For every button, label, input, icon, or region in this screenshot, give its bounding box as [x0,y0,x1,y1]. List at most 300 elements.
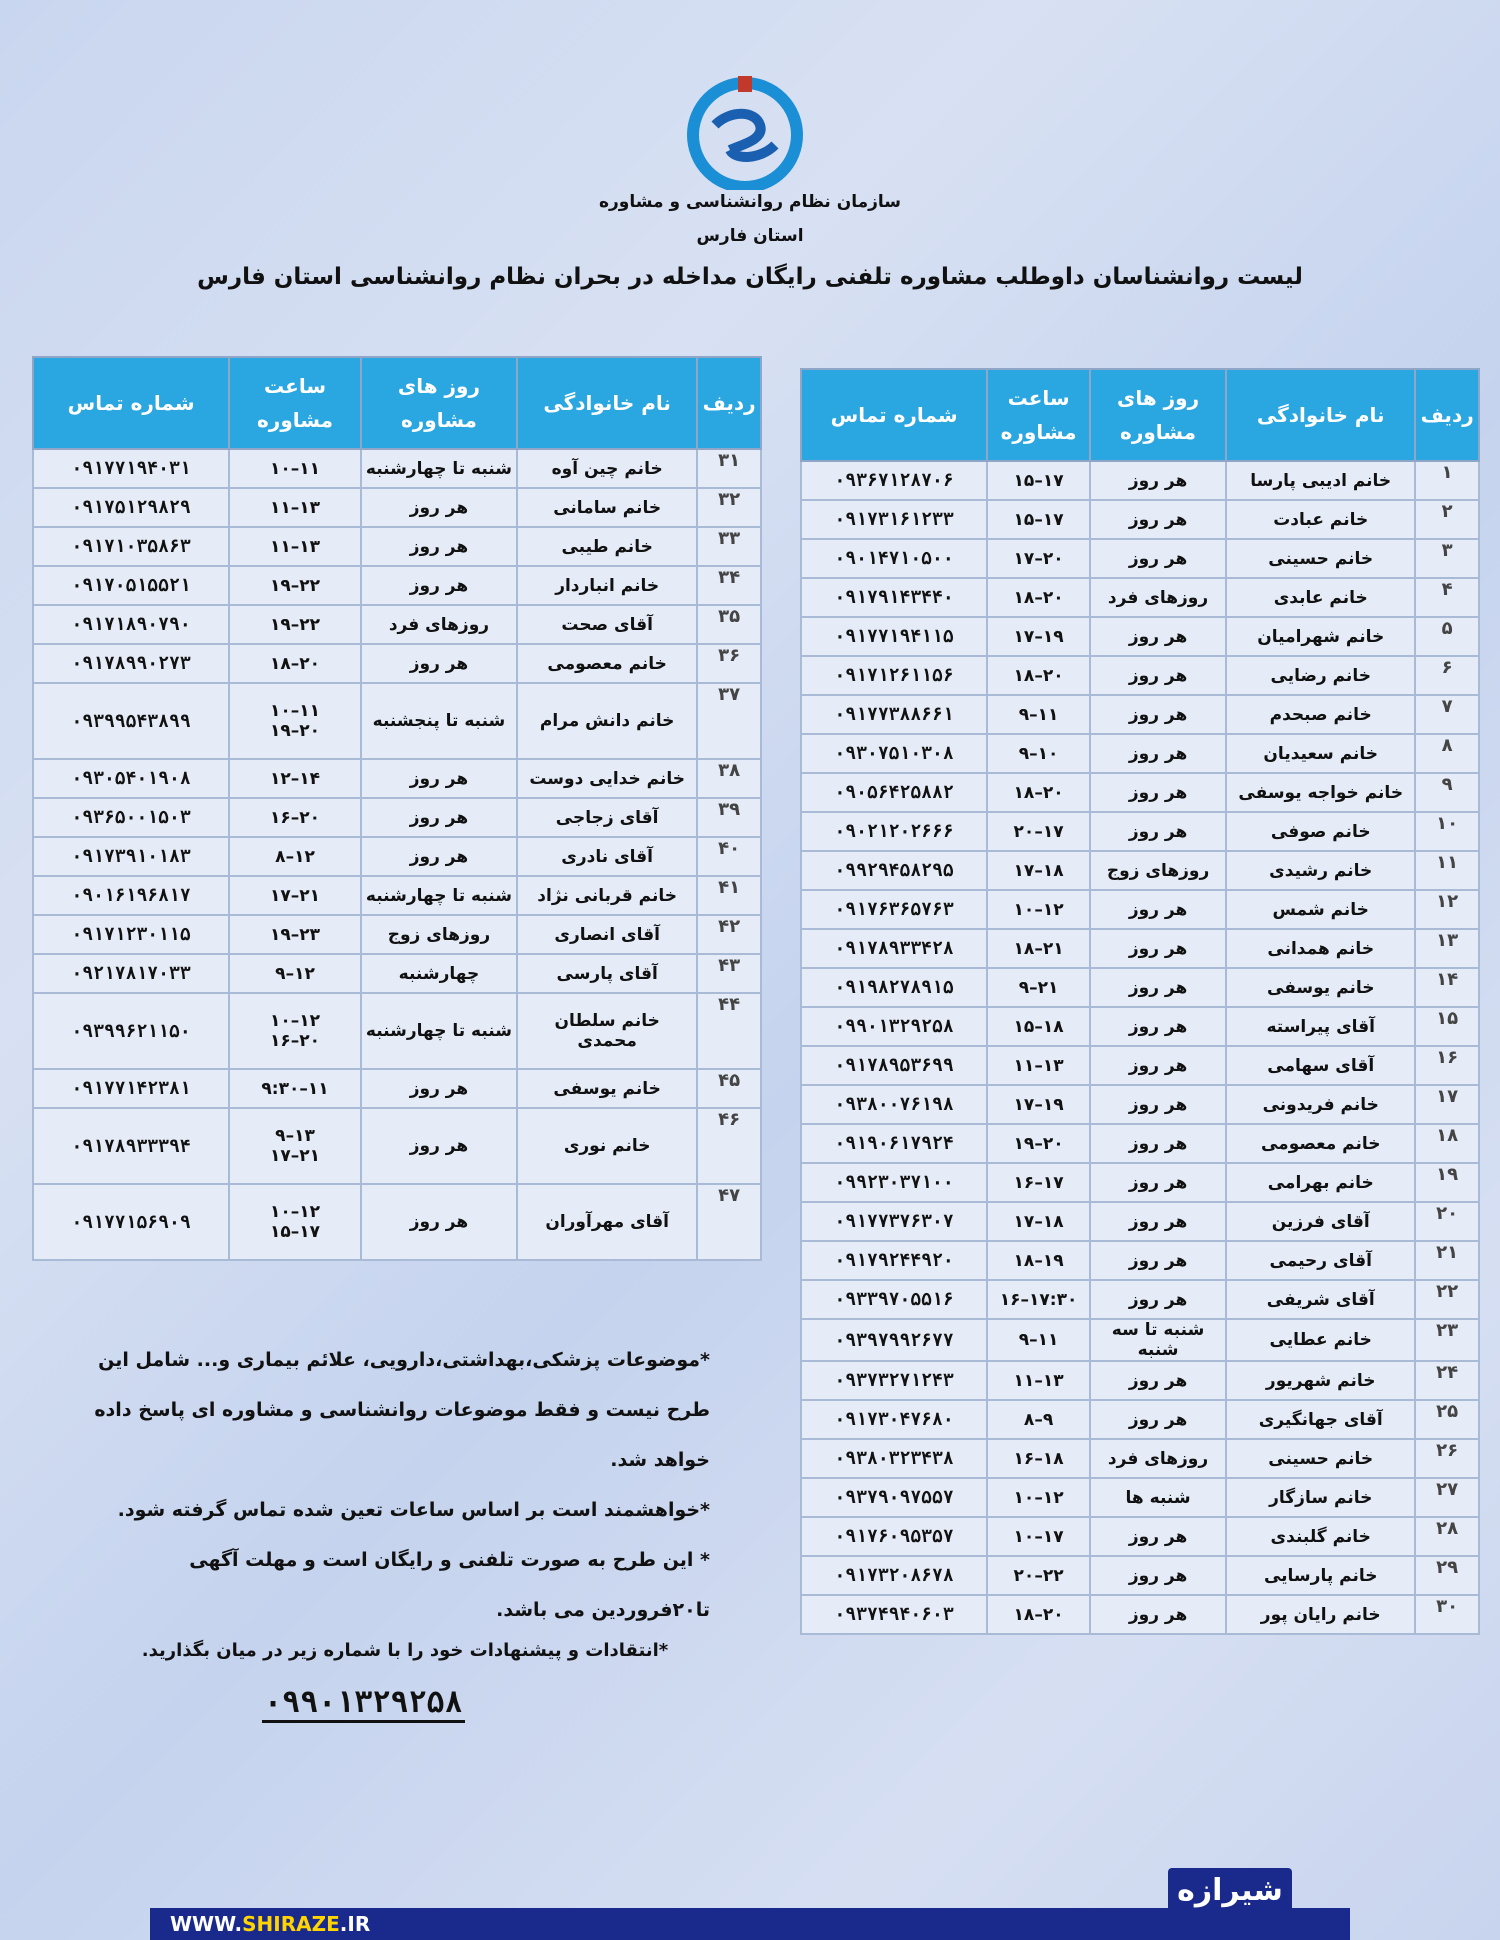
phone-number[interactable]: ۰۹۱۷۸۹۳۳۴۲۸ [801,929,987,968]
consult-days: هر روز [361,837,517,876]
family-name: خانم گلبندی [1226,1517,1415,1556]
table-row [33,993,761,1069]
family-name: خانم سازگار [1226,1478,1415,1517]
row-number: ۴۴ [697,993,761,1069]
consult-hours: ۲۰–۱۸ [987,656,1090,695]
row-number: ۴۲ [697,915,761,954]
phone-number[interactable]: ۰۹۱۷۵۱۲۹۸۲۹ [33,488,229,527]
page-title: لیست روانشناسان داوطلب مشاوره تلفنی رایگان مداخله در بحران نظام روانشناسی استان فارس [197,264,1303,290]
row-number: ۱۶ [1415,1046,1479,1085]
table-row [801,617,1479,656]
phone-number[interactable]: ۰۹۹۲۹۴۵۸۲۹۵ [801,851,987,890]
row-number: ۳۳ [697,527,761,566]
family-name: آقای نادری [517,837,697,876]
col-days: روز های مشاوره [361,357,517,449]
family-name: خانم یوسفی [1226,968,1415,1007]
consult-days: شنبه تا چهارشنبه [361,876,517,915]
table-row [801,539,1479,578]
org-province: استان فارس [696,226,804,246]
col-row-no: ردیف [1415,369,1479,461]
consult-days: هر روز [1090,1556,1226,1595]
consult-days: هر روز [1090,929,1226,968]
row-number: ۱۲ [1415,890,1479,929]
row-number: ۳۴ [697,566,761,605]
table-row [801,1478,1479,1517]
consult-days: هر روز [1090,890,1226,929]
row-number: ۳۷ [697,683,761,759]
phone-number[interactable]: ۰۹۱۷۶۰۹۵۳۵۷ [801,1517,987,1556]
consult-hours: ۱۲–۱۰ [987,1478,1090,1517]
row-number: ۲۷ [1415,1478,1479,1517]
phone-number[interactable]: ۰۹۳۷۳۲۷۱۲۴۳ [801,1361,987,1400]
phone-number[interactable]: ۰۹۳۹۷۹۹۲۶۷۷ [801,1319,987,1361]
family-name: خانم عبادت [1226,500,1415,539]
consult-hours: ۲۰–۱۹ [987,1124,1090,1163]
consult-days: هر روز [361,1184,517,1260]
consult-hours: ۱۲–۱۰ [987,890,1090,929]
consult-hours-2: ۲۱–۱۷ [269,1146,321,1166]
contact-label: *انتقادات و پیشنهادات خود را با شماره زیر در میان بگذارید. [141,1640,669,1661]
phone-number[interactable]: ۰۹۱۹۸۲۷۸۹۱۵ [801,968,987,1007]
family-name: خانم سامانی [517,488,697,527]
table-row [801,773,1479,812]
phone-number[interactable]: ۰۹۱۷۷۱۵۶۹۰۹ [33,1184,229,1260]
row-number: ۳۵ [697,605,761,644]
row-number: ۸ [1415,734,1479,773]
consult-days: هر روز [1090,1163,1226,1202]
consult-hours-1: ۱۳–۹ [275,1126,315,1146]
table-row [33,605,761,644]
consult-hours: ۱۳–۱۱ [229,527,361,566]
row-number: ۲۴ [1415,1361,1479,1400]
row-number: ۴ [1415,578,1479,617]
consult-hours: ۲۰–۱۸ [987,578,1090,617]
row-number: ۳۹ [697,798,761,837]
row-number: ۱۸ [1415,1124,1479,1163]
row-number: ۳ [1415,539,1479,578]
consult-days: روزهای فرد [361,605,517,644]
consult-days: شنبه تا پنجشنبه [361,683,517,759]
consult-hours: ۱۳–۱۱ [987,1361,1090,1400]
consult-hours: ۲۰–۱۷ [987,539,1090,578]
consult-days: هر روز [1090,539,1226,578]
phone-number[interactable]: ۰۹۰۱۴۷۱۰۵۰۰ [801,539,987,578]
table-row [801,1085,1479,1124]
phone-number[interactable]: ۰۹۱۷۶۳۶۵۷۶۳ [801,890,987,929]
consult-hours: ۱۸–۱۷ [987,851,1090,890]
consult-days: هر روز [1090,1085,1226,1124]
table-row [801,812,1479,851]
family-name: خانم حسینی [1226,539,1415,578]
family-name: خانم ادیبی پارسا [1226,461,1415,500]
phone-number[interactable]: ۰۹۱۹۰۶۱۷۹۲۴ [801,1124,987,1163]
consult-days: هر روز [361,1108,517,1184]
row-number: ۵ [1415,617,1479,656]
phone-number[interactable]: ۰۹۳۹۹۵۴۳۸۹۹ [33,683,229,759]
consult-hours [229,993,361,1069]
family-name: خانم عابدی [1226,578,1415,617]
consult-days: چهارشنبه [361,954,517,993]
consult-days: هر روز [1090,1007,1226,1046]
consult-days: هر روز [1090,617,1226,656]
consult-days: هر روز [1090,656,1226,695]
phone-number[interactable]: ۰۹۰۵۶۴۲۵۸۸۲ [801,773,987,812]
phone-number[interactable]: ۰۹۱۷۸۹۹۰۲۷۳ [33,644,229,683]
family-name: خانم عطایی [1226,1319,1415,1361]
table-row [33,915,761,954]
family-name: خانم قربانی نژاد [517,876,697,915]
table-row [33,449,761,488]
consult-hours: ۱۷:۳۰–۱۶ [987,1280,1090,1319]
consult-days: هر روز [1090,695,1226,734]
row-number: ۱۵ [1415,1007,1479,1046]
consult-hours: ۱۸–۱۵ [987,1007,1090,1046]
consult-hours: ۲۱–۹ [987,968,1090,1007]
row-number: ۶ [1415,656,1479,695]
phone-number[interactable]: ۰۹۱۷۹۱۴۳۴۴۰ [801,578,987,617]
table-row [33,683,761,759]
consult-days: روزهای فرد [1090,578,1226,617]
family-name: خانم سلطان محمدی [517,993,697,1069]
family-name: خانم شمس [1226,890,1415,929]
consult-hours-1: ۱۲–۱۰ [269,1011,321,1031]
left-table [32,356,762,1261]
consult-hours: ۱۸–۱۶ [987,1439,1090,1478]
table-row [801,1241,1479,1280]
family-name: خانم پارسایی [1226,1556,1415,1595]
phone-number[interactable]: ۰۹۱۷۳۹۱۰۱۸۳ [33,837,229,876]
consult-hours: ۱۳–۱۱ [987,1046,1090,1085]
family-name: خانم شهریور [1226,1361,1415,1400]
org-logo [670,70,820,190]
consult-days: شنبه تا سه شنبه [1090,1319,1226,1361]
consult-days: هر روز [1090,1046,1226,1085]
consult-hours [229,1184,361,1260]
row-number: ۲ [1415,500,1479,539]
phone-number[interactable]: ۰۹۳۷۴۹۴۰۶۰۳ [801,1595,987,1634]
consult-hours: ۲۲–۱۹ [229,566,361,605]
row-number: ۱۳ [1415,929,1479,968]
table-row [33,759,761,798]
row-number: ۱۷ [1415,1085,1479,1124]
consult-days: هر روز [361,488,517,527]
table-row [801,461,1479,500]
row-number: ۱۴ [1415,968,1479,1007]
notes [80,1335,710,1635]
family-name: خانم رضایی [1226,656,1415,695]
consult-hours-1: ۱۲–۱۰ [269,1202,321,1222]
table-row [801,1517,1479,1556]
family-name: آقای صحت [517,605,697,644]
phone-number[interactable]: ۰۹۱۷۳۱۶۱۲۳۳ [801,500,987,539]
family-name: آقای پارسی [517,954,697,993]
phone-number[interactable]: ۰۹۱۷۱۰۳۵۸۶۳ [33,527,229,566]
consult-hours-1: ۱۱–۱۰ [269,701,321,721]
table-row [801,929,1479,968]
family-name: خانم شهرامیان [1226,617,1415,656]
consult-days: هر روز [1090,1202,1226,1241]
table-row [801,1046,1479,1085]
phone-number[interactable]: ۰۹۱۷۷۱۹۴۱۱۵ [801,617,987,656]
consult-hours [229,683,361,759]
phone-number[interactable]: ۰۹۱۷۳۰۴۷۶۸۰ [801,1400,987,1439]
phone-number[interactable]: ۰۹۱۷۸۹۳۳۳۹۴ [33,1108,229,1184]
row-number: ۲۶ [1415,1439,1479,1478]
consult-hours: ۱۰–۹ [987,734,1090,773]
consult-days: هر روز [361,1069,517,1108]
row-number: ۹ [1415,773,1479,812]
col-hours: ساعت مشاوره [987,369,1090,461]
family-name: خانم انباردار [517,566,697,605]
table-row [33,1069,761,1108]
consult-hours: ۲۰–۱۸ [987,773,1090,812]
family-name: آقای شریفی [1226,1280,1415,1319]
consult-hours: ۱۷–۱۵ [987,500,1090,539]
col-family-name: نام خانوادگی [1226,369,1415,461]
phone-number[interactable]: ۰۹۱۷۷۱۴۲۳۸۱ [33,1069,229,1108]
table-row [801,1595,1479,1634]
consult-hours: ۱۴–۱۲ [229,759,361,798]
family-name: خانم معصومی [1226,1124,1415,1163]
family-name: آقای رحیمی [1226,1241,1415,1280]
table-row [801,734,1479,773]
family-name: خانم فریدونی [1226,1085,1415,1124]
family-name: خانم معصومی [517,644,697,683]
row-number: ۴۵ [697,1069,761,1108]
consult-hours: ۲۰–۱۸ [229,644,361,683]
row-number: ۳۰ [1415,1595,1479,1634]
consult-hours: ۱۲–۹ [229,954,361,993]
row-number: ۴۷ [697,1184,761,1260]
table-row [801,1319,1479,1361]
url-prefix: WWW. [170,1912,243,1936]
family-name: خانم صوفی [1226,812,1415,851]
row-number: ۳۸ [697,759,761,798]
consult-hours: ۲۰–۱۶ [229,798,361,837]
consult-days: هر روز [1090,1280,1226,1319]
consult-days: روزهای فرد [1090,1439,1226,1478]
consult-days: هر روز [361,759,517,798]
row-number: ۴۳ [697,954,761,993]
table-row [801,1280,1479,1319]
phone-number[interactable]: ۰۹۳۶۵۰۰۱۵۰۳ [33,798,229,837]
row-number: ۲۸ [1415,1517,1479,1556]
phone-number[interactable]: ۰۹۱۷۳۲۰۸۶۷۸ [801,1556,987,1595]
family-name: آقای فرزین [1226,1202,1415,1241]
consult-hours: ۲۱–۱۷ [229,876,361,915]
row-number: ۲۰ [1415,1202,1479,1241]
table-row [801,1361,1479,1400]
site-url[interactable] [170,1908,370,1940]
consult-days: روزهای زوج [361,915,517,954]
phone-number[interactable]: ۰۹۹۲۳۰۳۷۱۰۰ [801,1163,987,1202]
consult-hours: ۱۲–۸ [229,837,361,876]
consult-hours: ۱۱–۹:۳۰ [229,1069,361,1108]
url-highlight: SHIRAZE [242,1912,340,1936]
consult-days: هر روز [1090,773,1226,812]
family-name: آقای پیراسته [1226,1007,1415,1046]
consult-days: هر روز [1090,461,1226,500]
phone-number[interactable]: ۰۹۱۷۱۲۶۱۱۵۶ [801,656,987,695]
consult-days: هر روز [1090,1361,1226,1400]
table-row [33,876,761,915]
row-number: ۲۱ [1415,1241,1479,1280]
consult-days: شنبه ها [1090,1478,1226,1517]
family-name: آقای زجاجی [517,798,697,837]
consult-days: هر روز [1090,1517,1226,1556]
table-row [801,578,1479,617]
consult-days: هر روز [361,566,517,605]
consult-days: هر روز [1090,812,1226,851]
consult-hours-2: ۲۰–۱۶ [269,1031,321,1051]
consult-hours: ۱۱–۹ [987,695,1090,734]
table-row [33,527,761,566]
row-number: ۲۲ [1415,1280,1479,1319]
family-name: خانم دانش مرام [517,683,697,759]
left-table-body [33,449,761,1260]
phone-number[interactable]: ۰۹۳۹۹۶۲۱۱۵۰ [33,993,229,1069]
consult-hours: ۱۹–۱۷ [987,1085,1090,1124]
phone-number[interactable]: ۰۹۳۶۷۱۲۸۷۰۶ [801,461,987,500]
phone-number[interactable]: ۰۹۹۰۱۳۲۹۲۵۸ [801,1007,987,1046]
consult-hours: ۱۷–۱۶ [987,1163,1090,1202]
phone-number[interactable]: ۰۹۰۱۶۱۹۶۸۱۷ [33,876,229,915]
phone-number[interactable]: ۰۹۳۳۹۷۰۵۵۱۶ [801,1280,987,1319]
col-hours: ساعت مشاوره [229,357,361,449]
consult-hours-2: ۱۷–۱۵ [269,1222,321,1242]
family-name: آقای سهامی [1226,1046,1415,1085]
consult-hours: ۲۲–۲۰ [987,1556,1090,1595]
consult-days: هر روز [1090,968,1226,1007]
family-name: خانم طیبی [517,527,697,566]
phone-number[interactable]: ۰۹۱۷۹۲۴۴۹۲۰ [801,1241,987,1280]
family-name: خانم رایان پور [1226,1595,1415,1634]
table-row [801,1400,1479,1439]
consult-hours: ۱۷–۲۰ [987,812,1090,851]
table-row [801,500,1479,539]
family-name: خانم خدایی دوست [517,759,697,798]
consult-days: روزهای زوج [1090,851,1226,890]
col-family-name: نام خانوادگی [517,357,697,449]
phone-number[interactable]: ۰۹۱۷۰۵۱۵۵۲۱ [33,566,229,605]
phone-number[interactable]: ۰۹۳۰۷۵۱۰۳۰۸ [801,734,987,773]
row-number: ۲۹ [1415,1556,1479,1595]
family-name: آقای انصاری [517,915,697,954]
consult-hours: ۲۱–۱۸ [987,929,1090,968]
phone-number[interactable]: ۰۹۰۲۱۲۰۲۶۶۶ [801,812,987,851]
col-phone: شماره تماس [801,369,987,461]
consult-days: هر روز [1090,1241,1226,1280]
phone-number[interactable]: ۰۹۱۷۱۸۹۰۷۹۰ [33,605,229,644]
row-number: ۱۹ [1415,1163,1479,1202]
table-row [33,566,761,605]
consult-days: هر روز [361,527,517,566]
consult-days: هر روز [1090,1595,1226,1634]
family-name: خانم بهرامی [1226,1163,1415,1202]
table-row [33,1108,761,1184]
table-row [801,851,1479,890]
table-row [801,1556,1479,1595]
family-name: خانم نوری [517,1108,697,1184]
table-row [33,488,761,527]
table-row [33,1184,761,1260]
consult-hours-2: ۲۰–۱۹ [269,721,321,741]
phone-number[interactable]: ۰۹۱۷۸۹۵۳۶۹۹ [801,1046,987,1085]
row-number: ۱۰ [1415,812,1479,851]
table-row [801,1439,1479,1478]
family-name: آقای جهانگیری [1226,1400,1415,1439]
phone-number[interactable]: ۰۹۱۷۷۱۹۴۰۳۱ [33,449,229,488]
consult-hours: ۱۸–۱۷ [987,1202,1090,1241]
phone-number[interactable]: ۰۹۲۱۷۸۱۷۰۳۳ [33,954,229,993]
consult-hours: ۱۱–۱۰ [229,449,361,488]
row-number: ۴۱ [697,876,761,915]
note-1: *موضوعات پزشکی،بهداشتی،دارویی، علائم بیماری و... شامل این طرح نیست و فقط موضوعات روانشناسی و مشاوره ای پاسخ داده خواهد شد. [94,1349,710,1471]
right-table [800,368,1480,1635]
consult-days: هر روز [361,798,517,837]
consult-days: شنبه تا چهارشنبه [361,993,517,1069]
consult-hours: ۱۱–۹ [987,1319,1090,1361]
family-name: آقای مهرآوران [517,1184,697,1260]
table-row [801,1202,1479,1241]
col-row-no: ردیف [697,357,761,449]
col-days: روز های مشاوره [1090,369,1226,461]
consult-days: هر روز [1090,734,1226,773]
consult-hours [229,1108,361,1184]
table-row [801,968,1479,1007]
row-number: ۳۱ [697,449,761,488]
row-number: ۱۱ [1415,851,1479,890]
consult-days: هر روز [1090,1400,1226,1439]
phone-number[interactable]: ۰۹۳۸۰۰۷۶۱۹۸ [801,1085,987,1124]
family-name: خانم صبحدم [1226,695,1415,734]
consult-days: شنبه تا چهارشنبه [361,449,517,488]
family-name: خانم همدانی [1226,929,1415,968]
phone-number[interactable]: ۰۹۱۷۷۳۷۶۳۰۷ [801,1202,987,1241]
row-number: ۱ [1415,461,1479,500]
table-row [801,890,1479,929]
row-number: ۴۶ [697,1108,761,1184]
phone-number[interactable]: ۰۹۳۰۵۴۰۱۹۰۸ [33,759,229,798]
table-row [801,695,1479,734]
family-name: خانم خواجه یوسفی [1226,773,1415,812]
phone-number[interactable]: ۰۹۱۷۱۲۳۰۱۱۵ [33,915,229,954]
row-number: ۳۶ [697,644,761,683]
family-name: خانم یوسفی [517,1069,697,1108]
row-number: ۴۰ [697,837,761,876]
consult-days: هر روز [361,644,517,683]
phone-number[interactable]: ۰۹۳۸۰۳۲۳۴۳۸ [801,1439,987,1478]
brand-logo: شیرازه [1168,1868,1292,1914]
family-name: خانم سعیدیان [1226,734,1415,773]
phone-number[interactable]: ۰۹۳۷۹۰۹۷۵۵۷ [801,1478,987,1517]
table-row [801,1163,1479,1202]
col-phone: شماره تماس [33,357,229,449]
row-number: ۳۲ [697,488,761,527]
consult-days: هر روز [1090,1124,1226,1163]
consult-hours: ۹–۸ [987,1400,1090,1439]
table-row [33,954,761,993]
consult-hours: ۱۳–۱۱ [229,488,361,527]
table-row [33,644,761,683]
consult-days: هر روز [1090,500,1226,539]
consult-hours: ۱۷–۱۵ [987,461,1090,500]
family-name: خانم رشیدی [1226,851,1415,890]
table-row [801,656,1479,695]
contact-phone[interactable]: ۰۹۹۰۱۳۲۹۲۵۸ [262,1685,465,1723]
row-number: ۲۳ [1415,1319,1479,1361]
phone-number[interactable]: ۰۹۱۷۷۳۸۸۶۶۱ [801,695,987,734]
